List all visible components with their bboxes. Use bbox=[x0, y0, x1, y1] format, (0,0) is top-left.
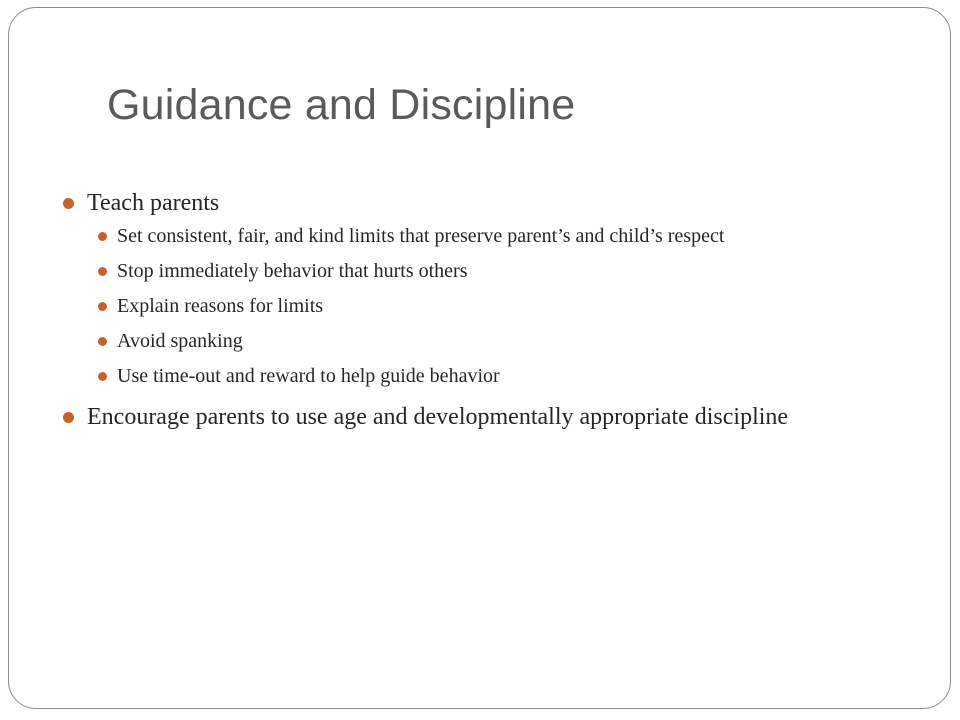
slide-content bbox=[62, 188, 902, 433]
bullet-dot-icon bbox=[63, 412, 74, 423]
sub-bullet-text: Avoid spanking bbox=[117, 330, 243, 352]
bullet-text: Teach parents bbox=[87, 190, 220, 216]
bullet-item bbox=[62, 402, 902, 433]
bullet-dot-icon bbox=[98, 232, 107, 241]
sub-bullet-item bbox=[62, 259, 902, 284]
slide-title: Guidance and Discipline bbox=[107, 81, 576, 129]
bullet-text: Encourage parents to use age and developmentally appropriate discipline bbox=[87, 404, 789, 430]
bullet-dot-icon bbox=[98, 267, 107, 276]
sub-bullet-text: Stop immediately behavior that hurts others bbox=[117, 260, 468, 282]
sub-bullet-item bbox=[62, 364, 902, 389]
sub-bullet-item bbox=[62, 224, 902, 249]
bullet-dot-icon bbox=[98, 302, 107, 311]
bullet-item bbox=[62, 188, 902, 219]
bullet-dot-icon bbox=[98, 337, 107, 346]
bullet-dot-icon bbox=[63, 198, 74, 209]
sub-bullet-item bbox=[62, 329, 902, 354]
sub-bullet-text: Explain reasons for limits bbox=[117, 295, 324, 317]
bullet-dot-icon bbox=[98, 372, 107, 381]
sub-bullet-text: Set consistent, fair, and kind limits that preserve parent’s and child’s respect bbox=[117, 225, 725, 247]
sub-bullet-text: Use time-out and reward to help guide behavior bbox=[117, 365, 500, 387]
sub-bullet-item bbox=[62, 294, 902, 319]
